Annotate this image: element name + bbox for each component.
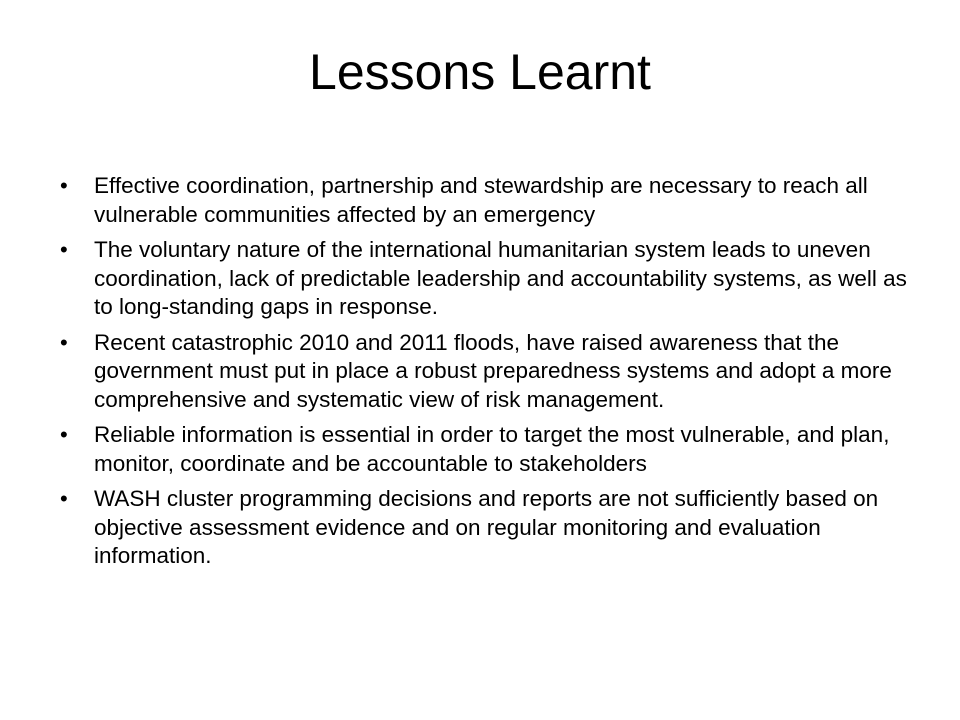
bullet-item [58, 329, 910, 415]
bullet-list [58, 172, 910, 578]
bullet-item [58, 485, 910, 571]
bullet-marker-icon: • [60, 486, 68, 511]
bullet-marker-icon: • [60, 422, 68, 447]
bullet-text: The voluntary nature of the international humanitarian system leads to uneven coordination, lack of predictable leadership and accountability systems, as well as to long-standing gaps in response. [94, 237, 907, 319]
bullet-item [58, 236, 910, 322]
bullet-text: Recent catastrophic 2010 and 2011 floods, have raised awareness that the government must put in place a robust preparedness systems and adopt a more comprehensive and systematic view of risk management. [94, 329, 892, 412]
bullet-marker-icon: • [60, 329, 68, 355]
bullet-item [58, 421, 910, 478]
bullet-marker-icon: • [60, 237, 68, 262]
bullet-text: Reliable information is essential in order to target the most vulnerable, and plan, monitor, coordinate and be accountable to stakeholders [94, 422, 890, 476]
bullet-marker-icon: • [60, 173, 68, 198]
bullet-text: WASH cluster programming decisions and reports are not sufficiently based on objective assessment evidence and on regular monitoring and evaluation information. [94, 486, 879, 568]
slide-title: Lessons Learnt [309, 44, 651, 100]
bullet-text: Effective coordination, partnership and stewardship are necessary to reach all vulnerable communities affected by an emergency [94, 173, 868, 227]
bullet-item [58, 172, 910, 229]
